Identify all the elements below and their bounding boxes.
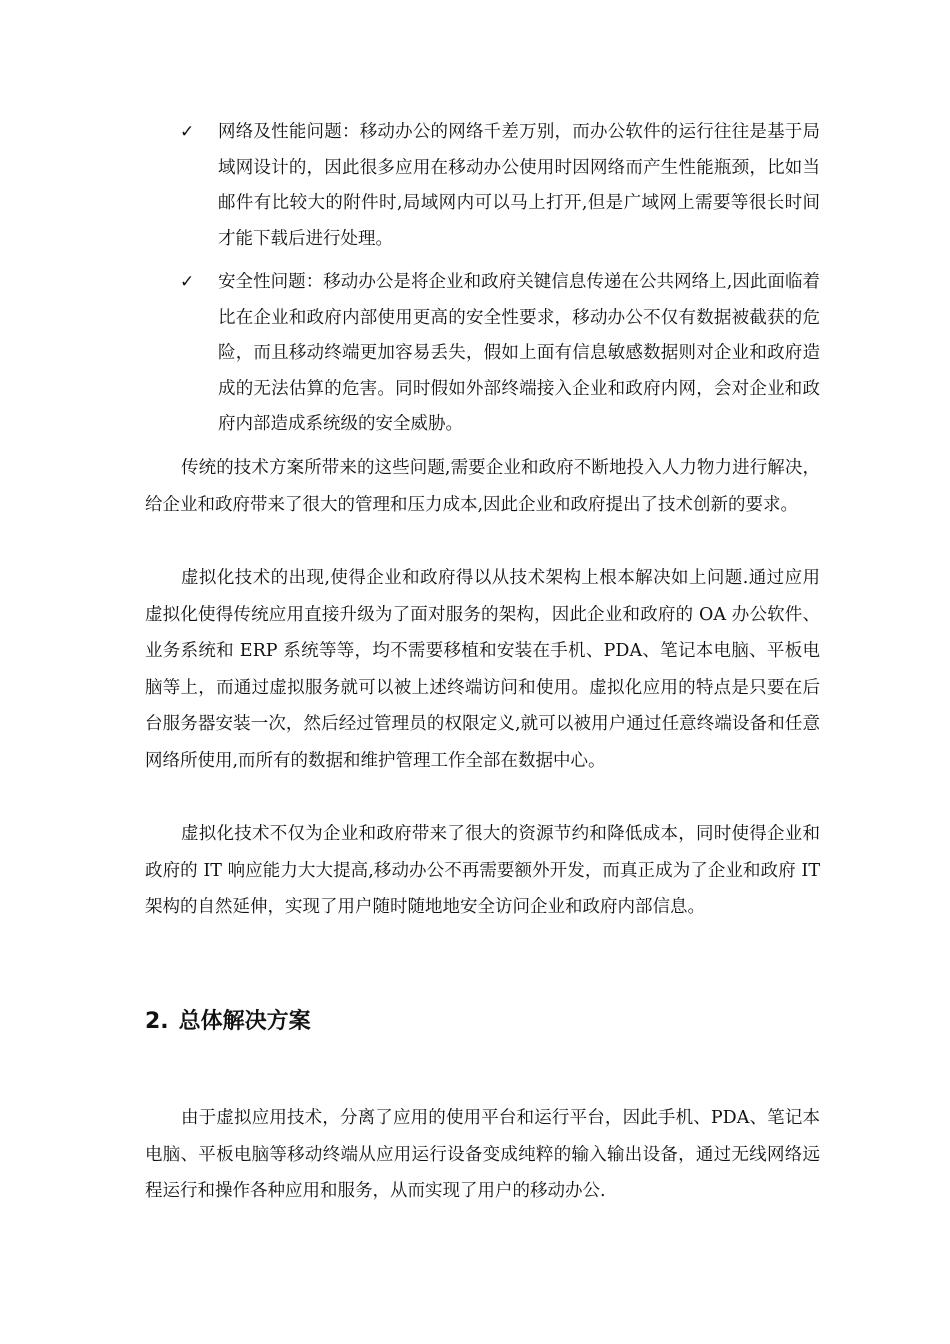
paragraph-solution-summary: 由于虚拟应用技术，分离了应用的使用平台和运行平台，因此手机、PDA、笔记本电脑、平板电脑等移动终端从应用运行设备变成纯粹的输入输出设备，通过无线网络远程运行和操作各种应用和服务，从而实现了用户的移动办公. <box>145 1108 820 1201</box>
checkmark-icon: ✓ <box>180 272 195 292</box>
section-title: 总体解决方案 <box>178 1009 311 1034</box>
paragraph-traditional-problems: 传统的技术方案所带来的这些问题,需要企业和政府不断地投入人力物力进行解决，给企业和政府带来了很大的管理和压力成本,因此企业和政府提出了技术创新的要求。 <box>145 458 820 515</box>
section-number: 2. <box>145 1009 169 1034</box>
bullet-network-performance <box>180 115 820 257</box>
bullet-security <box>180 265 820 443</box>
checkmark-icon: ✓ <box>180 122 195 142</box>
bullet-text: 网络及性能问题：移动办公的网络千差万别，而办公软件的运行往往是基于局域网设计的，因此很多应用在移动办公使用时因网络而产生性能瓶颈，比如当邮件有比较大的附件时,局域网内可以马上打开,但是广域网上需要等很长时间才能下载后进行处理。 <box>218 122 820 249</box>
bullet-text: 安全性问题：移动办公是将企业和政府关键信息传递在公共网络上,因此面临着比在企业和政府内部使用更高的安全性要求，移动办公不仅有数据被截获的危险，而且移动终端更加容易丢失，假如上面有信息敏感数据则对企业和政府造成的无法估算的危害。同时假如外部终端接入企业和政府内网，会对企业和政府内部造成系统级的安全威胁。 <box>218 272 820 434</box>
paragraph-virtualization-emergence: 虚拟化技术的出现,使得企业和政府得以从技术架构上根本解决如上问题.通过应用虚拟化使得传统应用直接升级为了面对服务的架构，因此企业和政府的 OA 办公软件、业务系统和 ERP 系统等等，均不需要移植和安装在手机、PDA、笔记本电脑、平板电脑等上，而通过虚拟服务就可以被上述终端访问和使用。虚拟化应用的特点是只要在后台服务器安装一次，然后经过管理员的权限定义,就可以被用户通过任意终端设备和任意网络所使用,而所有的数据和维护管理工作全部在数据中心。 <box>145 568 820 771</box>
paragraph-virtualization-benefits: 虚拟化技术不仅为企业和政府带来了很大的资源节约和降低成本，同时使得企业和政府的 IT 响应能力大大提高,移动办公不再需要额外开发，而真正成为了企业和政府 IT 架构的自然延伸，实现了用户随时随地地安全访问企业和政府内部信息。 <box>145 824 820 917</box>
section-heading <box>145 1006 311 1038</box>
